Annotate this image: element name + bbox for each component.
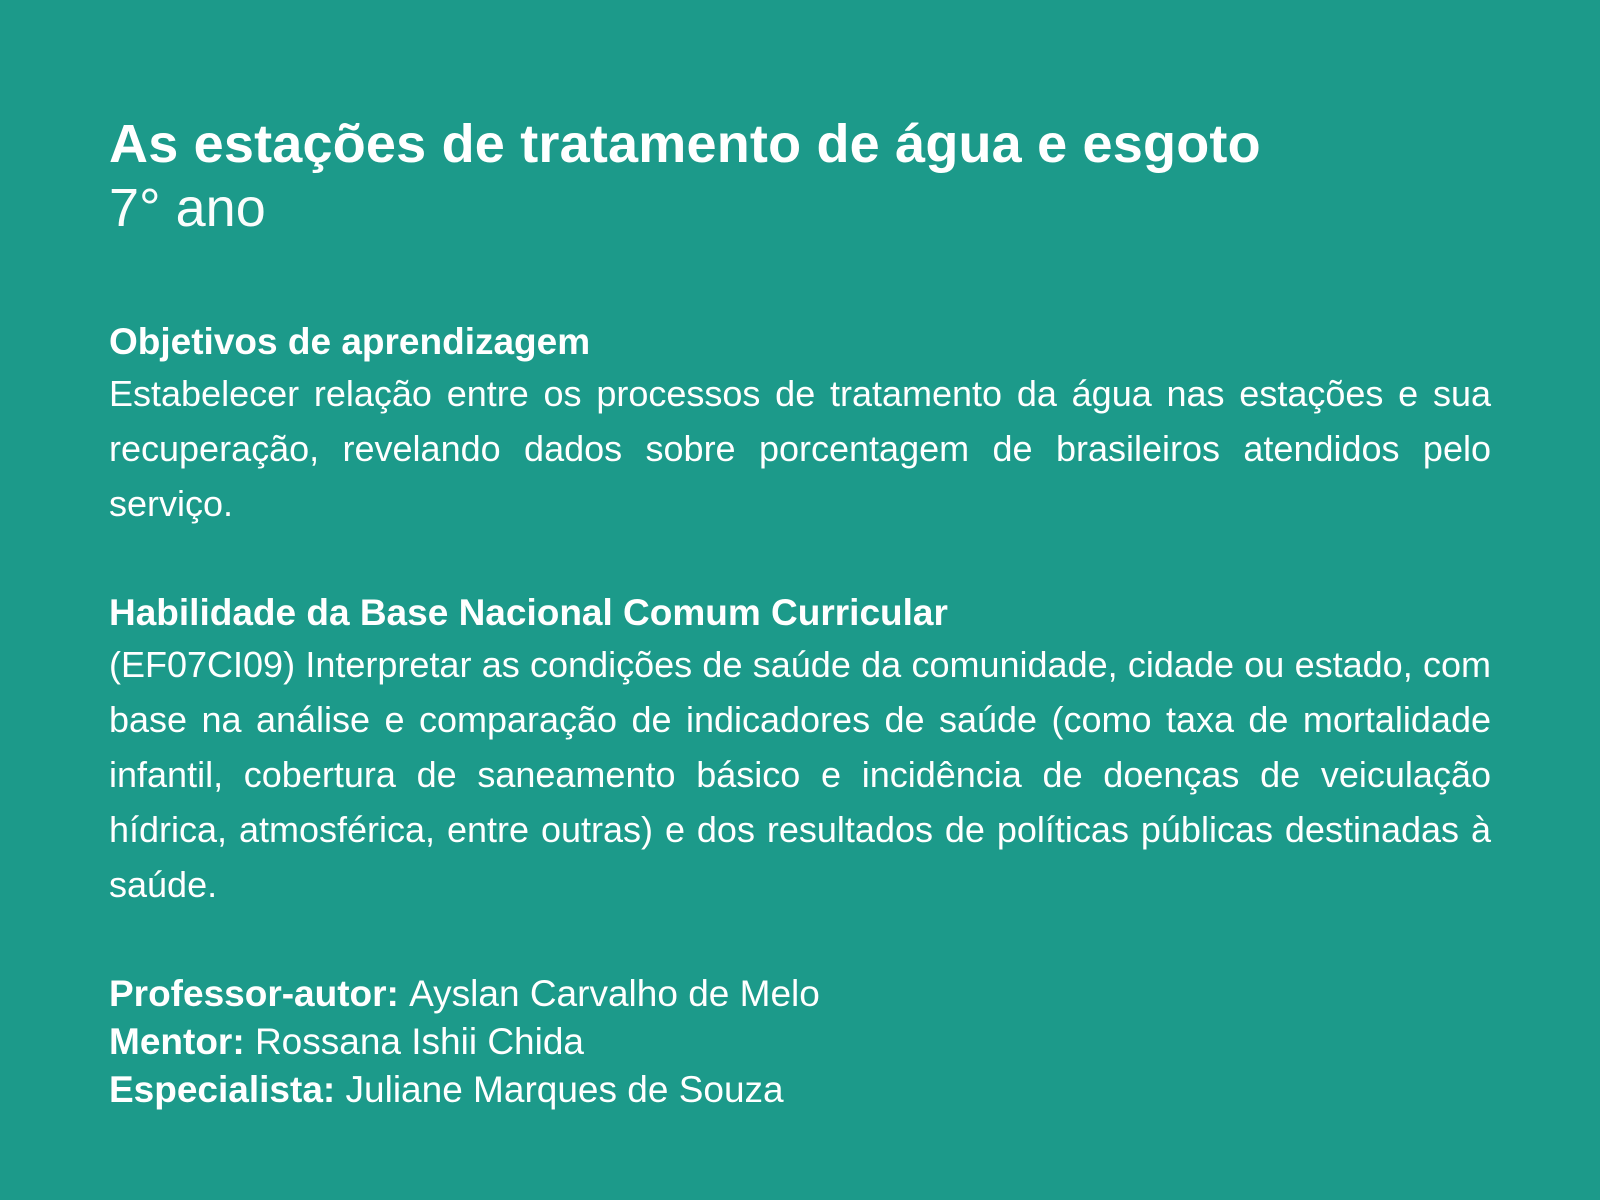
specialist-label: Especialista: — [109, 1069, 336, 1110]
author-name: Ayslan Carvalho de Melo — [409, 973, 820, 1014]
specialist-credit — [109, 1066, 1491, 1114]
skill-section — [109, 589, 1491, 912]
credits — [109, 970, 1491, 1114]
page-title: As estações de tratamento de água e esgoto — [109, 114, 1261, 174]
author-credit — [109, 970, 1491, 1018]
skill-heading: Habilidade da Base Nacional Comum Curricular — [109, 592, 948, 633]
objectives-body: Estabelecer relação entre os processos de tratamento da água nas estações e sua recuperação, revelando dados sobre porcentagem de brasileiros atendidos pelo serviço. — [109, 373, 1491, 524]
specialist-name: Juliane Marques de Souza — [345, 1069, 784, 1110]
objectives-heading: Objetivos de aprendizagem — [109, 321, 591, 362]
mentor-credit — [109, 1018, 1491, 1066]
grade-subtitle: 7° ano — [109, 178, 266, 238]
mentor-label: Mentor: — [109, 1021, 245, 1062]
author-label: Professor-autor: — [109, 973, 399, 1014]
mentor-name: Rossana Ishii Chida — [254, 1021, 584, 1062]
skill-body: (EF07CI09) Interpretar as condições de saúde da comunidade, cidade ou estado, com base na análise e comparação de indicadores de saúde (como taxa de mortalidade infantil, cobertura de saneamento básico e incidência de doenças de veiculação hídrica, atmosférica, entre outras) e dos resultados de políticas públicas destinadas à saúde. — [109, 644, 1491, 905]
objectives-section — [109, 318, 1491, 531]
